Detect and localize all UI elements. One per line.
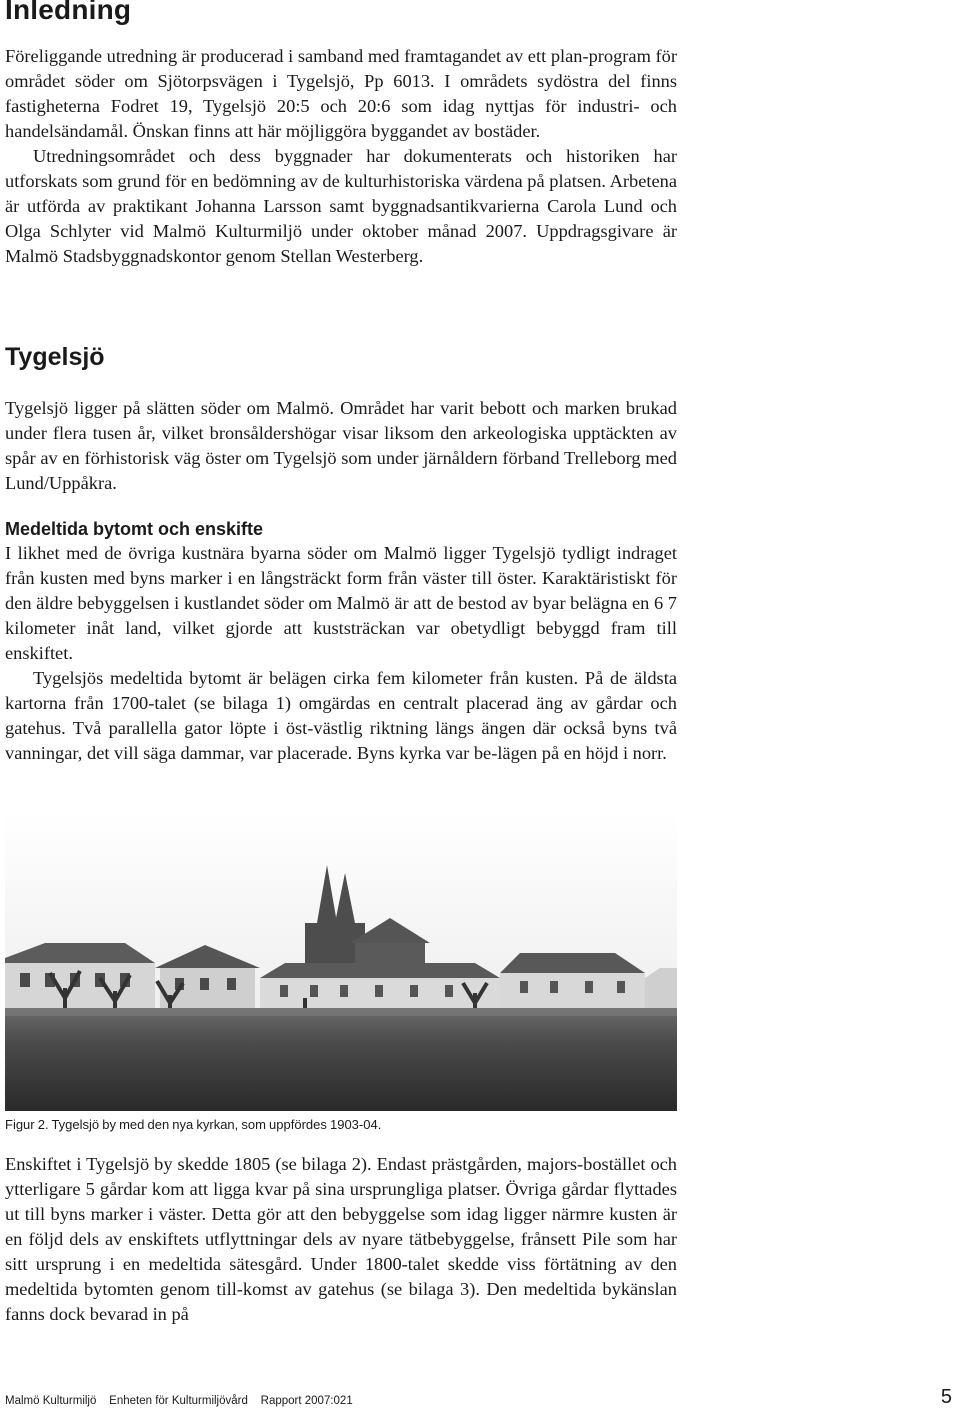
page-number: 5 (940, 1386, 952, 1408)
page-title: Inledning (5, 0, 132, 25)
subsection-heading-medeltida: Medeltida bytomt och enskifte (5, 519, 264, 539)
medeltida-paragraph-2: Tygelsjös medeltida bytomt är belägen cirka fem kilometer från kusten. På de äldsta kartorna från 1700-talet (se bilaga 1) omgärdas en centralt placerad äng av gårdar och gatehus. Två parallella gator löpte i öst-västlig riktning längs ängen där också byns två vanningar, det vill säga dammar, var placerade. Byns kyrka var be-lägen på en höjd i norr. (5, 668, 677, 763)
enskifte-section (5, 1152, 677, 1327)
enskifte-paragraph-1: Enskiftet i Tygelsjö by skedde 1805 (se bilaga 2). Endast prästgården, majors-bostället och ytterligare 5 gårdar kom att ligga kvar på sina ursprungliga platser. Övriga gårdar flyttades ut till byns marker i väster. Detta gör att den bebyggelse som idag ligger närmre kusten är en följd dels av enskiftets utflyttningar dels av nyare tätbebyggelse, frånsett Pile som har sitt ursprung i en medeltida sätesgård. Under 1800-talet skedde viss förtätning av den medeltida bytomten genom till-komst av gatehus (se bilaga 3). Den medeltida bykänslan fanns dock bevarad in på (5, 1154, 677, 1324)
left-buildings (5, 943, 260, 1008)
tygelsjo-section (5, 396, 677, 496)
medeltida-paragraph-1: I likhet med de övriga kustnära byarna söder om Malmö ligger Tygelsjö tydligt indraget från kusten med byns marker i en långsträckt form från väster till öster. Karaktäristiskt för den äldre bebyggelsen i kustlandet söder om Malmö är att de bestod av byar belägna en 6 7 kilometer inåt land, vilket gjorde att kuststräckan var obetydligt bebyggd fram till enskiftet. (5, 543, 677, 663)
medeltida-section (5, 541, 677, 766)
intro-paragraph-1: Föreliggande utredning är producerad i samband med framtagandet av ett plan-program för området söder om Sjötorpsvägen i Tygelsjö, Pp 6013. I områdets sydöstra del finns fastigheterna Fodret 19, Tygelsjö 20:5 och 20:6 som idag nyttjas för industri- och handelsändamål. Önskan finns att här möjliggöra byggandet av bostäder. (5, 46, 677, 141)
tygelsjo-paragraph-1: Tygelsjö ligger på slätten söder om Malmö. Området har varit bebott och marken brukad under flera tusen år, vilket bronsåldershögar visar liksom den arkeologiska upptäckten av spår av en förhistorisk väg öster om Tygelsjö som under järnåldern förband Trelleborg med Lund/Uppåkra. (5, 398, 677, 493)
section-heading-tygelsjo: Tygelsjö (5, 343, 105, 371)
footer-publisher: Malmö Kulturmiljö Enheten för Kulturmiljövård Rapport 2007:021 (5, 1395, 353, 1407)
figure-caption: Figur 2. Tygelsjö by med den nya kyrkan, som uppfördes 1903-04. (5, 1117, 382, 1132)
intro-paragraph-2: Utredningsområdet och dess byggnader har dokumenterats och historiken har utforskats som grund för en bedömning av de kulturhistoriska värdena på platsen. Arbetena är utförda av praktikant Johanna Larsson samt byggnadsantikvarierna Carola Lund och Olga Schlyter vid Malmö Kulturmiljö under oktober månad 2007. Uppdragsgivare är Malmö Stadsbyggnadskontor genom Stellan Westerberg. (5, 146, 677, 266)
historic-village-photo (5, 813, 677, 1111)
intro-section (5, 44, 677, 269)
